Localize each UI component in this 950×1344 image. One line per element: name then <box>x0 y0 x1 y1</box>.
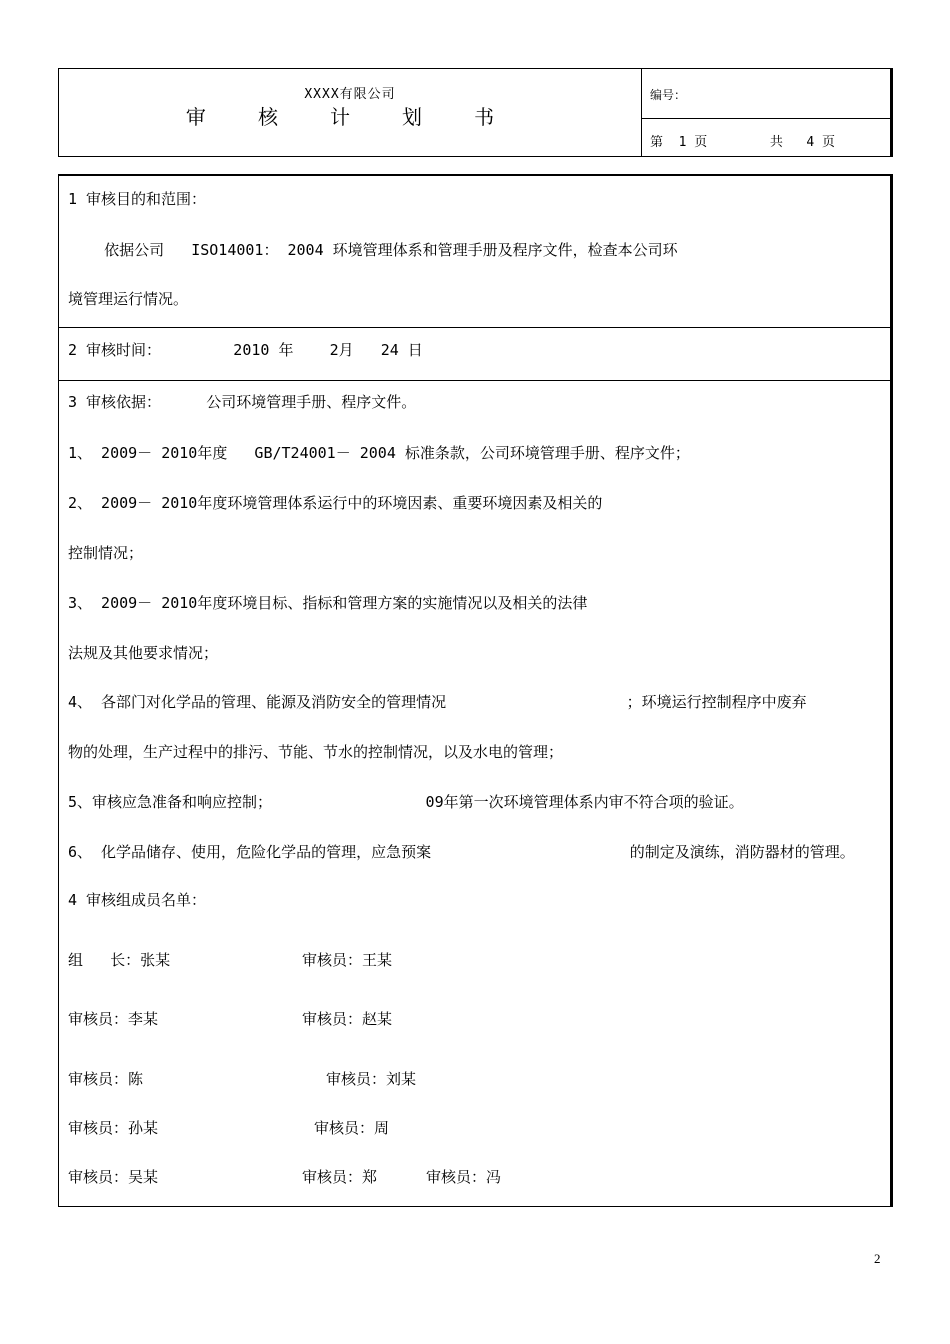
member-entry: 组 长：张某 <box>68 951 171 969</box>
page-info: 第 1 页 共 4 页 <box>650 135 836 150</box>
section-3-item: 2、 2009－ 2010年度环境管理体系运行中的环境因素、重要环境因素及相关的 <box>68 494 603 512</box>
member-entry: 审核员：陈 <box>68 1070 144 1088</box>
member-entry: 审核员：赵某 <box>302 1010 393 1028</box>
section-3-item: 法规及其他要求情况； <box>68 644 219 662</box>
member-entry: 审核员：李某 <box>68 1010 159 1028</box>
section-3-item: 3、 2009－ 2010年度环境目标、指标和管理方案的实施情况以及相关的法律 <box>68 594 588 612</box>
section-3-item: 1、 2009－ 2010年度 GB/T24001－ 2004 标准条款，公司环境管理手册、程序文件； <box>68 444 690 462</box>
company-name: XXXX有限公司 <box>304 87 396 102</box>
section-3-item: 6、 化学品储存、使用，危险化学品的管理，应急预案 的制定及演练，消防器材的管理。 <box>68 843 855 861</box>
member-entry: 审核员：周 <box>314 1119 390 1137</box>
section-3-item: 5、审核应急准备和响应控制； 09年第一次环境管理体系内审不符合项的验证。 <box>68 793 744 811</box>
member-entry: 审核员：孙某 <box>68 1119 159 1137</box>
number-label: 编号： <box>650 88 687 102</box>
number-row <box>641 69 890 119</box>
section-3-title: 3 审核依据： 公司环境管理手册、程序文件。 <box>68 393 417 411</box>
audit-plan-body <box>58 174 893 1207</box>
member-entry: 审核员：王某 <box>302 951 393 969</box>
divider <box>59 380 890 381</box>
document-title: 审 核 计 划 书 <box>185 105 515 129</box>
section-1-text-cont: 境管理运行情况。 <box>68 290 189 308</box>
member-entry: 审核员：冯 <box>426 1168 502 1186</box>
page-number: 2 <box>874 1251 881 1266</box>
header-title-cell <box>59 69 642 156</box>
section-1-title: 1 审核目的和范围： <box>68 190 207 208</box>
section-1-text: 依据公司 ISO14001： 2004 环境管理体系和管理手册及程序文件，检查本公司环 <box>68 241 678 259</box>
document-header <box>58 68 893 157</box>
section-3-item: 物的处理，生产过程中的排污、节能、节水的控制情况，以及水电的管理； <box>68 743 564 761</box>
header-info-cell <box>641 69 890 156</box>
section-4-title: 4 审核组成员名单： <box>68 891 207 909</box>
member-entry: 审核员：刘某 <box>326 1070 417 1088</box>
section-3-item: 控制情况； <box>68 544 144 562</box>
section-3-item: 4、 各部门对化学品的管理、能源及消防安全的管理情况 ；环境运行控制程序中废弃 <box>68 693 807 711</box>
section-2-audit-time: 2 审核时间： 2010 年 2月 24 日 <box>68 341 423 359</box>
divider <box>59 327 890 328</box>
member-entry: 审核员：吴某 <box>68 1168 159 1186</box>
member-entry: 审核员：郑 <box>302 1168 378 1186</box>
